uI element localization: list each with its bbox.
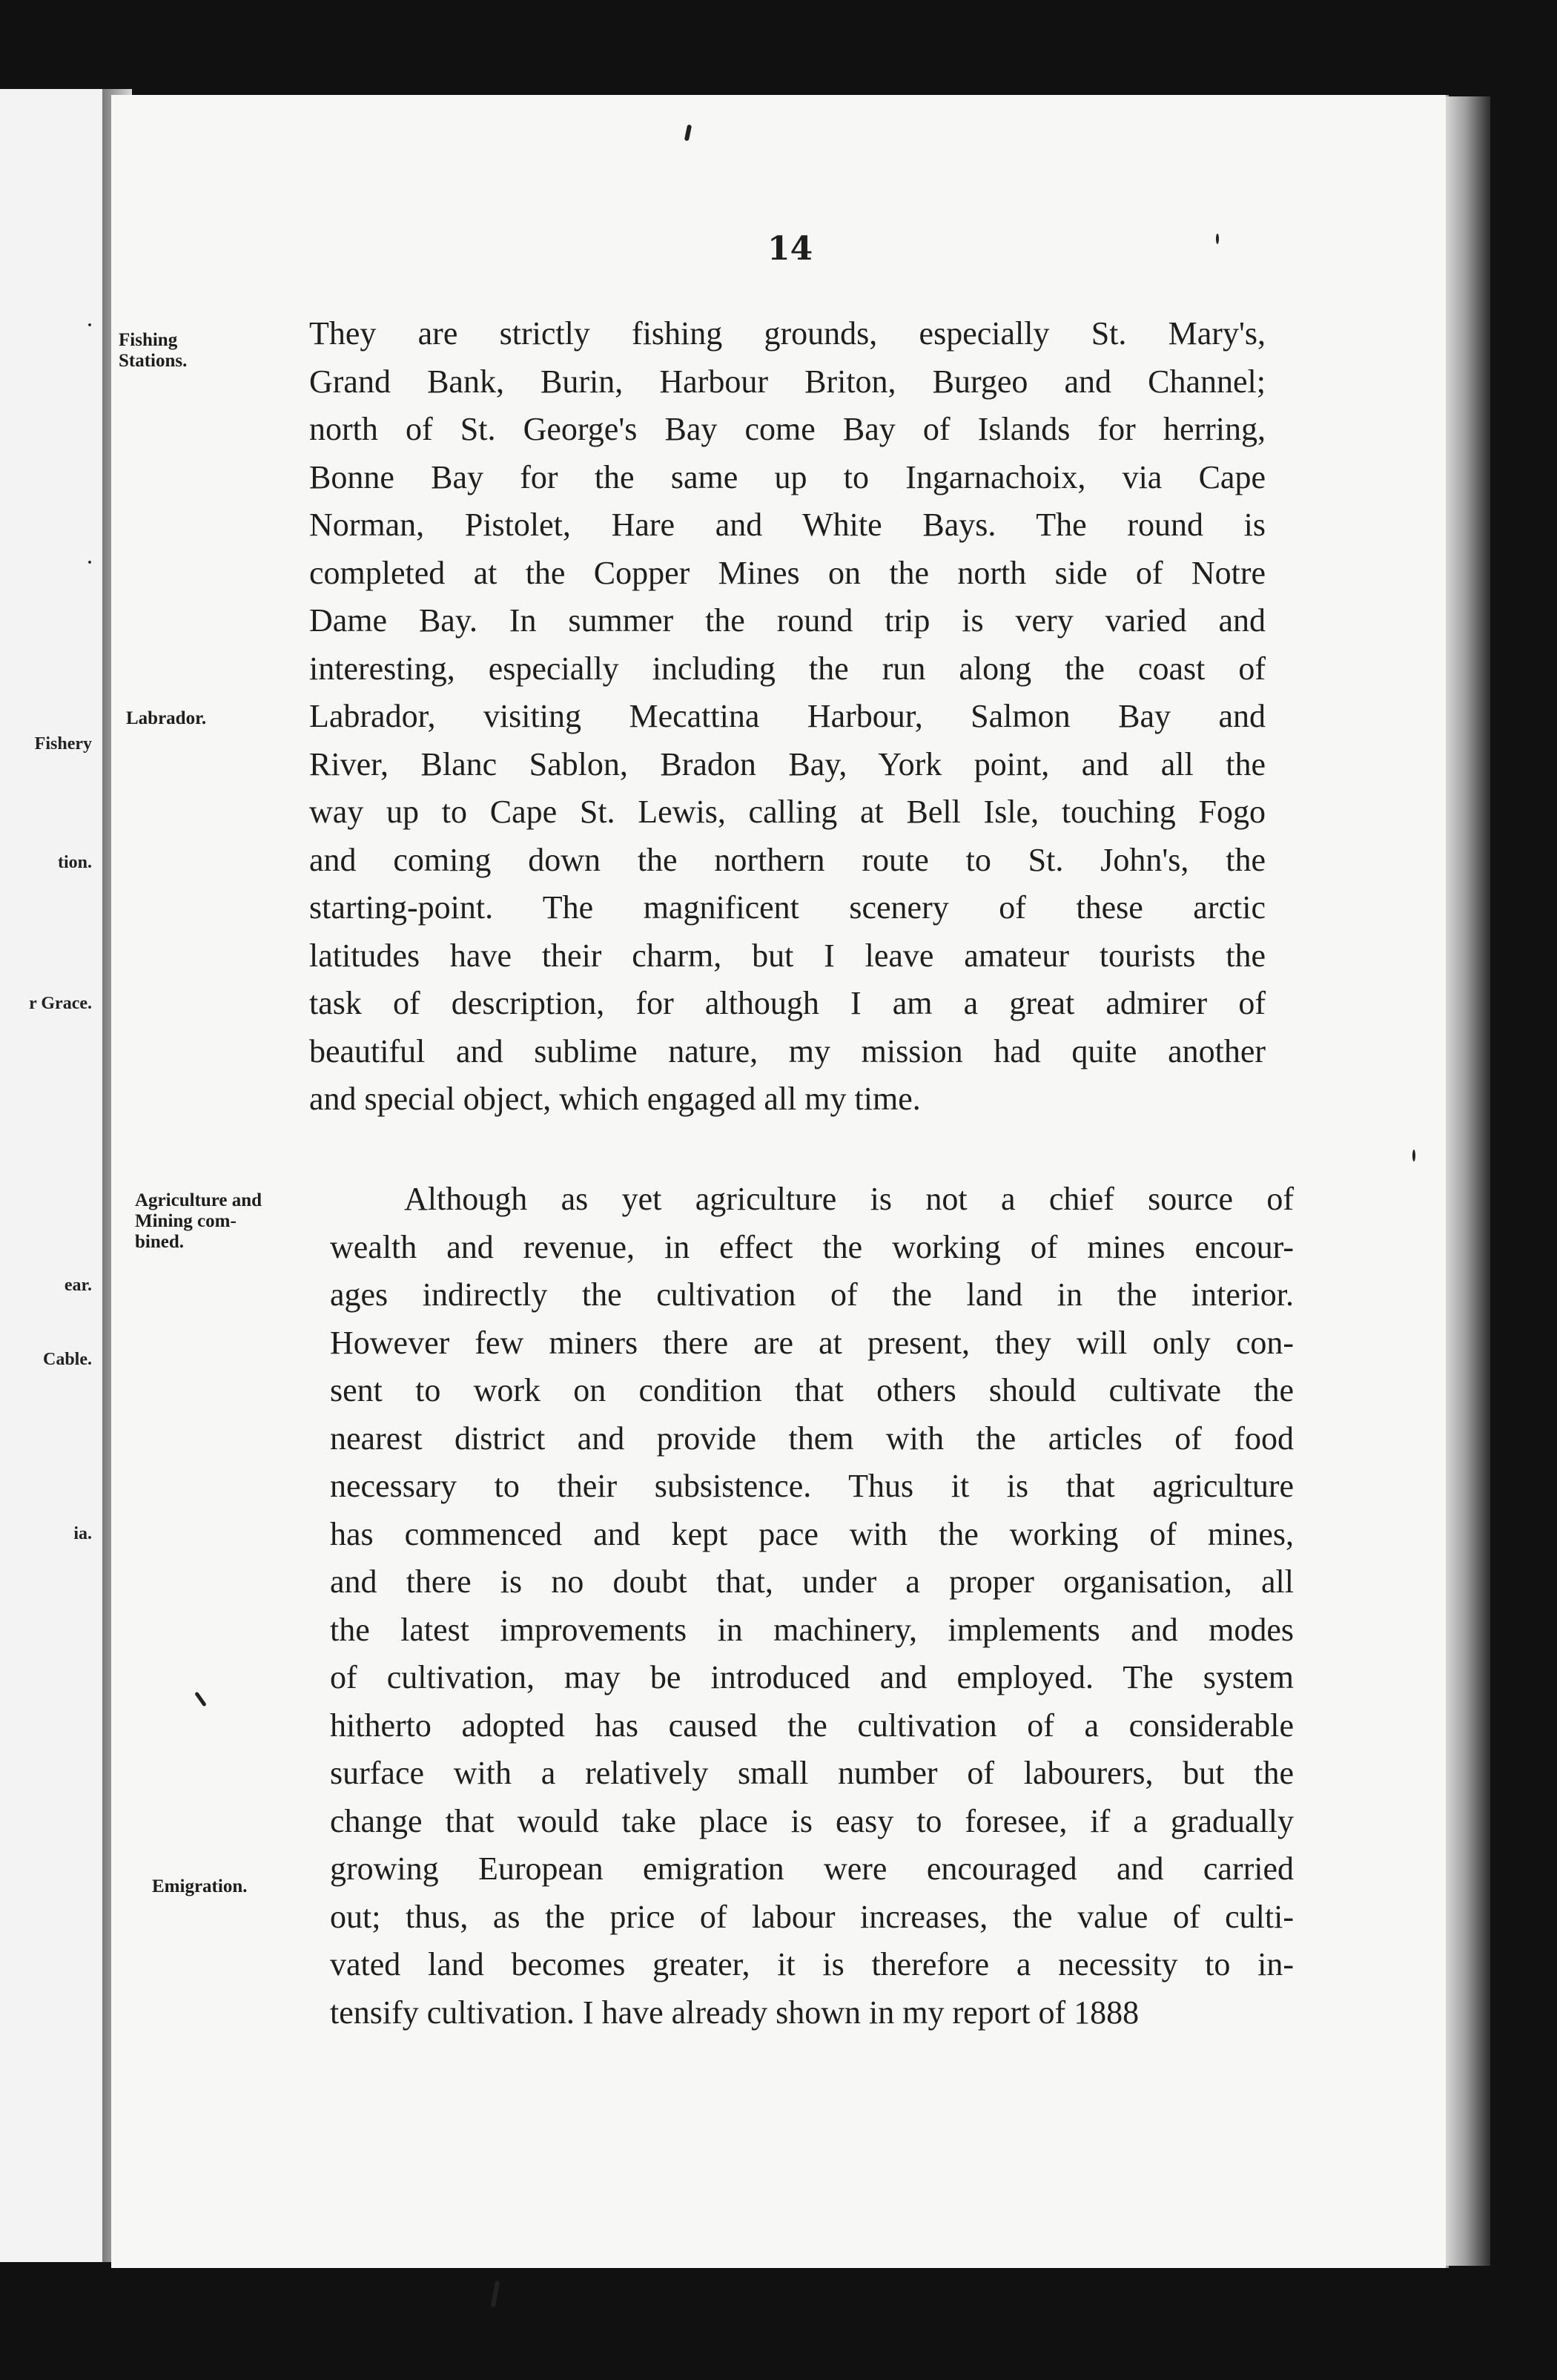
text-line: and coming down the northern route to St. John's, the xyxy=(309,841,1266,878)
text-line: vated land becomes greater, it is therefore a necessity to in- xyxy=(330,1946,1294,1982)
margin-fragment: Cable. xyxy=(43,1350,92,1369)
sidenote-emigration: Emigration. xyxy=(152,1876,248,1896)
margin-fragment: Fishery xyxy=(34,734,92,754)
text-line: north of St. George's Bay come Bay of Islands for herring, xyxy=(309,411,1266,447)
text-line: sent to work on condition that others should cultivate the xyxy=(330,1372,1294,1408)
text-line: of cultivation, may be introduced and employed. The system xyxy=(330,1659,1294,1695)
text-line: tensify cultivation. I have already shown in my report of 1888 xyxy=(330,1994,1140,2031)
paragraph-fishing-grounds xyxy=(309,310,1266,1124)
text-line: has commenced and kept pace with the working of mines, xyxy=(330,1515,1294,1552)
text-line: the latest improvements in machinery, implements and modes xyxy=(330,1611,1294,1648)
text-line: beautiful and sublime nature, my mission had quite another xyxy=(309,1032,1266,1069)
text-line: completed at the Copper Mines on the north side of Notre xyxy=(309,554,1266,591)
text-line: and special object, which engaged all my time. xyxy=(309,1081,921,1117)
margin-fragment: tion. xyxy=(57,853,92,872)
text-line: River, Blanc Sablon, Bradon Bay, York point, and all the xyxy=(309,745,1266,782)
text-line: task of description, for although I am a great admirer of xyxy=(309,985,1266,1021)
text-line: wealth and revenue, in effect the working of mines encour- xyxy=(330,1228,1294,1265)
text-line: way up to Cape St. Lewis, calling at Bell Isle, touching Fogo xyxy=(309,794,1266,830)
text-line: They are strictly fishing grounds, especially St. Mary's, xyxy=(309,315,1266,352)
sidenote-fishing-stations: Fishing Stations. xyxy=(119,330,188,371)
text-line: nearest district and provide them with the articles of food xyxy=(330,1420,1294,1457)
paragraph-agriculture xyxy=(330,1176,1294,2037)
margin-fragment: . xyxy=(87,311,92,331)
text-line: Grand Bank, Burin, Harbour Briton, Burgeo and Channel; xyxy=(309,363,1266,400)
margin-fragment: ear. xyxy=(64,1276,92,1295)
text-line: hitherto adopted has caused the cultivation of a considerable xyxy=(330,1707,1294,1744)
sidenote-labrador: Labrador. xyxy=(126,708,207,728)
text-line: and there is no doubt that, under a proper organisation, all xyxy=(330,1563,1294,1600)
sidenote-agriculture-mining: Agriculture and Mining com- bined. xyxy=(135,1190,262,1252)
text-line: Labrador, visiting Mecattina Harbour, Salmon Bay and xyxy=(309,698,1266,734)
margin-fragment: . xyxy=(87,549,92,568)
text-line: However few miners there are at present, they will only con- xyxy=(330,1324,1294,1361)
page-edge-shadow xyxy=(1446,96,1490,2266)
text-line: necessary to their subsistence. Thus it is that agriculture xyxy=(330,1468,1294,1504)
margin-fragment: r Grace. xyxy=(29,994,92,1013)
text-line: interesting, especially including the run along the coast of xyxy=(309,650,1266,687)
text-line: Norman, Pistolet, Hare and White Bays. The round is xyxy=(309,507,1266,543)
text-line: out; thus, as the price of labour increases, the value of culti- xyxy=(330,1898,1294,1935)
text-line: surface with a relatively small number of labourers, but the xyxy=(330,1755,1294,1791)
text-line: Although as yet agriculture is not a chief source of xyxy=(404,1181,1294,1217)
scan-speck xyxy=(1412,1150,1415,1161)
margin-fragment: ia. xyxy=(73,1524,92,1543)
facing-page-fragment xyxy=(0,89,105,2262)
text-line: latitudes have their charm, but I leave amateur tourists the xyxy=(309,937,1266,974)
text-line: Dame Bay. In summer the round trip is very varied and xyxy=(309,602,1266,639)
scan-speck xyxy=(1216,234,1219,244)
text-line: starting-point. The magnificent scenery of these arctic xyxy=(309,889,1266,926)
page-number: 14 xyxy=(767,230,813,268)
text-line: growing European emigration were encouraged and carried xyxy=(330,1850,1294,1887)
text-line: Bonne Bay for the same up to Ingarnachoix, via Cape xyxy=(309,458,1266,495)
text-line: ages indirectly the cultivation of the land in the interior. xyxy=(330,1276,1294,1313)
text-line: change that would take place is easy to foresee, if a gradually xyxy=(330,1802,1294,1839)
